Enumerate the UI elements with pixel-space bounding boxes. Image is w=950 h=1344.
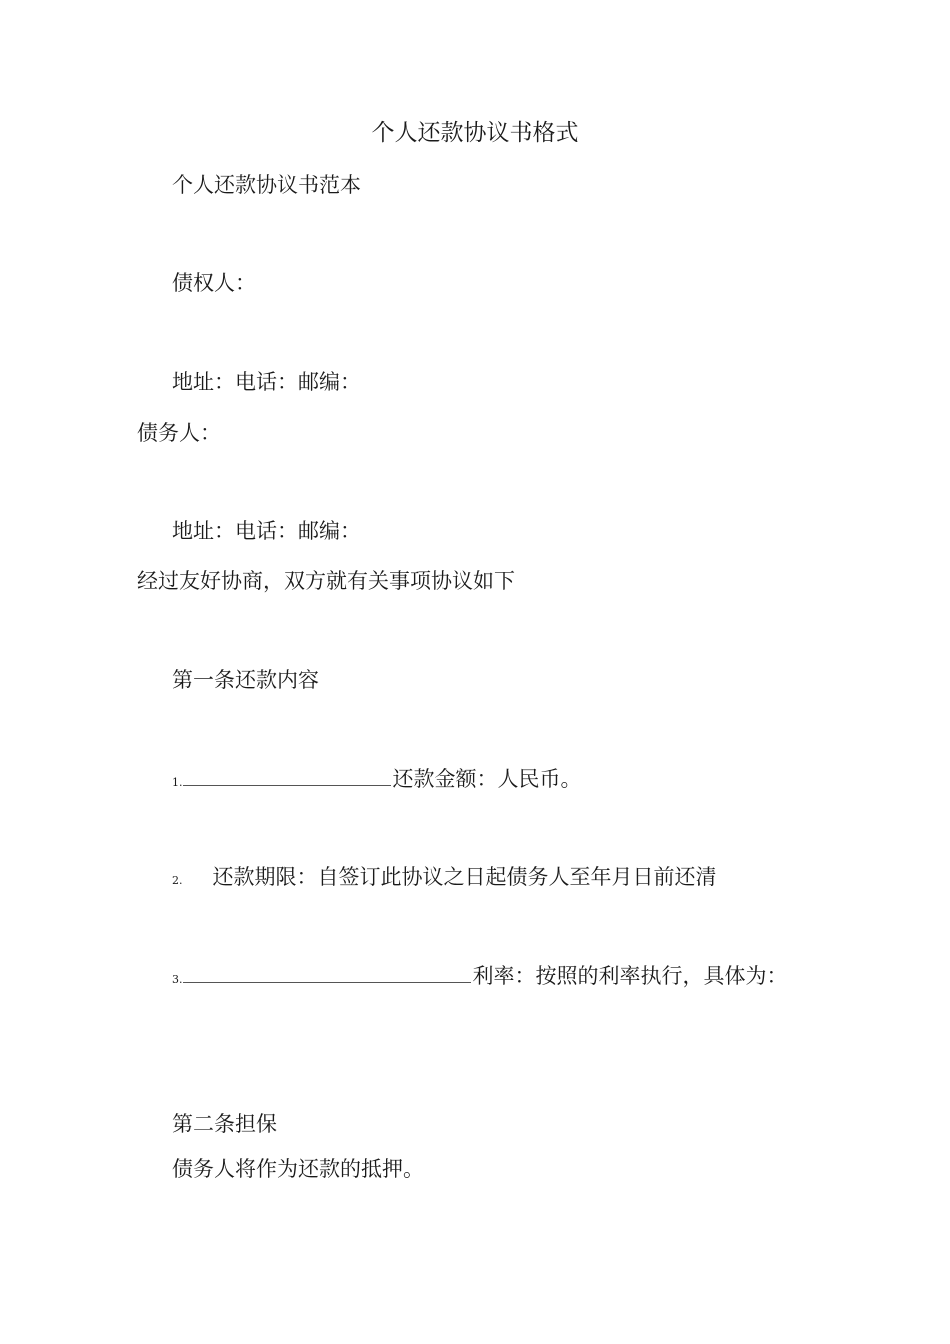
creditor-address-line: 地址：电话：邮编： (172, 370, 361, 394)
item-text: 还款期限：自签订此协议之日起债务人至年月日前还清 (212, 865, 717, 889)
article1-heading: 第一条还款内容 (172, 668, 319, 692)
item-text: 还款金额：人民币。 (392, 767, 582, 791)
item-number: 2. (172, 874, 183, 887)
article2-heading: 第二条担保 (172, 1112, 277, 1136)
article1-item-3 (172, 962, 788, 994)
item-number: 1. (172, 776, 183, 789)
article1-item-2 (172, 863, 717, 895)
debtor-address-line: 地址：电话：邮编： (172, 519, 361, 543)
article1-item-1 (172, 765, 582, 797)
fill-in-blank (183, 964, 471, 983)
debtor-label: 债务人： (137, 421, 221, 445)
item-text: 利率：按照的利率执行，具体为： (472, 964, 788, 988)
article2-text: 债务人将作为还款的抵押。 (172, 1157, 424, 1181)
creditor-label: 债权人： (172, 271, 256, 295)
document-subtitle: 个人还款协议书范本 (172, 173, 361, 197)
document-title: 个人还款协议书格式 (371, 120, 579, 146)
item-number: 3. (172, 973, 183, 986)
preamble: 经过友好协商，双方就有关事项协议如下 (137, 569, 515, 593)
fill-in-blank (183, 767, 391, 786)
